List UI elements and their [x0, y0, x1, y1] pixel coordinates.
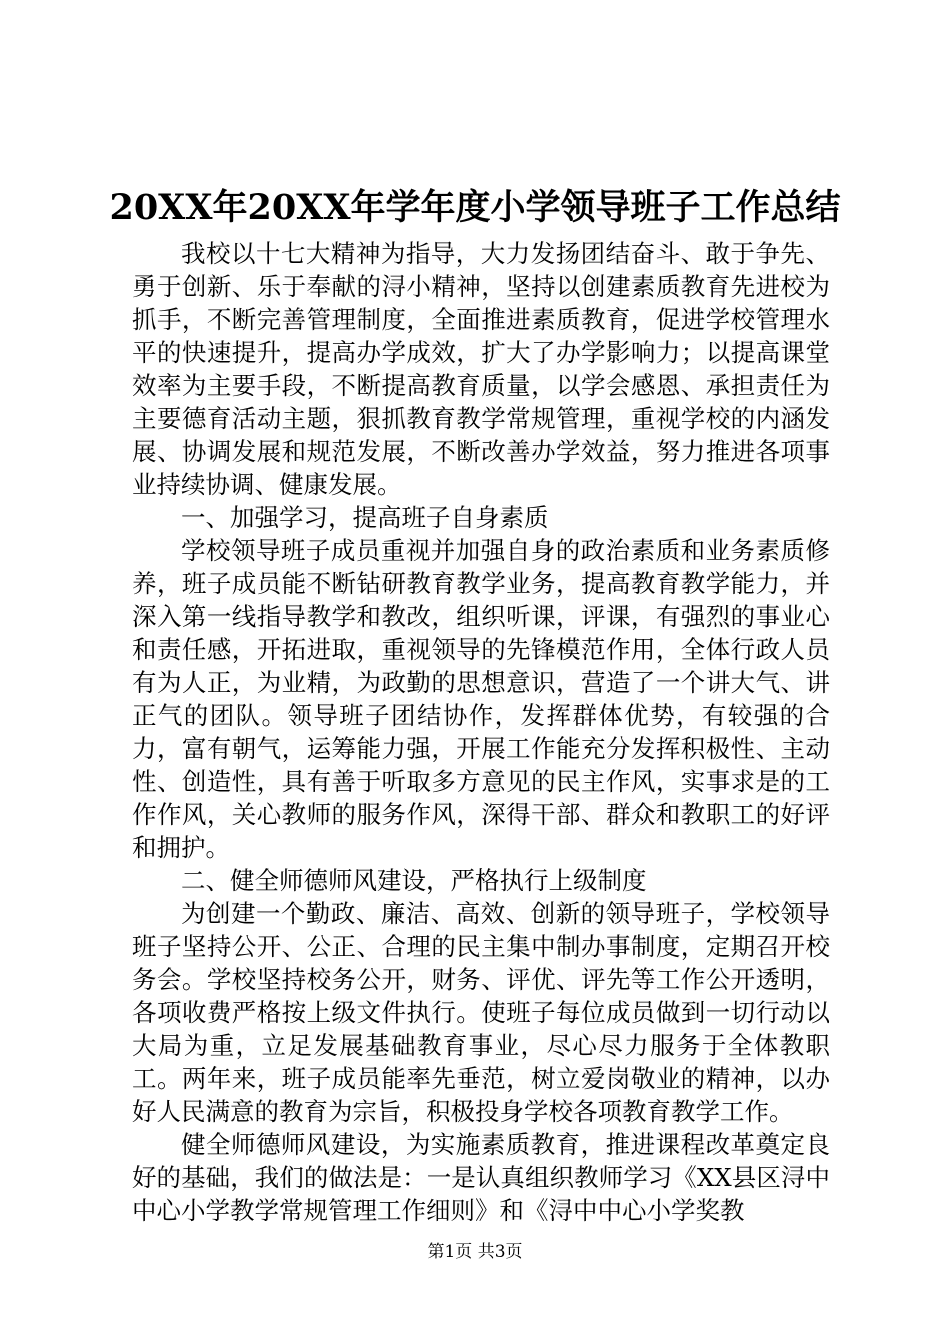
section-2-paragraph-1: 为创建一个勤政、廉洁、高效、创新的领导班子，学校领导班子坚持公开、公正、合理的民主集中制办事制度，定期召开校务会。学校坚持校务公开，财务、评优、评先等工作公开透明，各项收费严格按上级文件执行。使班子每位成员做到一切行动以大局为重，立足发展基础教育事业，尽心尽力服务于全体教职工。两年来，班子成员能率先垂范，树立爱岗敬业的精神，以办好人民满意的教育为宗旨，积极投身学校各项教育教学工作。: [132, 899, 830, 1126]
intro-paragraph: 我校以十七大精神为指导，大力发扬团结奋斗、敢于争先、勇于创新、乐于奉献的浔小精神，坚持以创建素质教育先进校为抓手，不断完善管理制度，全面推进素质教育，促进学校管理水平的快速提升，提高办学成效，扩大了办学影响力；以提高课堂效率为主要手段，不断提高教育质量，以学会感恩、承担责任为主要德育活动主题，狠抓教育教学常规管理，重视学校的内涵发展、协调发展和规范发展，不断改善办学效益，努力推进各项事业持续协调、健康发展。: [132, 239, 830, 499]
section-heading-2: 二、健全师德师风建设，严格执行上级制度: [181, 866, 647, 895]
page-footer: 第1页 共3页: [427, 1242, 523, 1262]
section-heading-1: 一、加强学习，提高班子自身素质: [181, 503, 549, 532]
document-title: 20XX年20XX年学年度小学领导班子工作总结: [109, 187, 841, 228]
section-2-paragraph-2: 健全师德师风建设，为实施素质教育，推进课程改革奠定良好的基础，我们的做法是：一是认真组织教师学习《XX县区浔中中心小学教学常规管理工作细则》和《浔中中心小学奖教: [132, 1130, 830, 1225]
section-1-paragraph: 学校领导班子成员重视并加强自身的政治素质和业务素质修养，班子成员能不断钻研教育教学业务，提高教育教学能力，并深入第一线指导教学和教改，组织听课，评课，有强烈的事业心和责任感，开拓进取，重视领导的先锋模范作用，全体行政人员有为人正，为业精，为政勤的思想意识，营造了一个讲大气、讲正气的团队。领导班子团结协作，发挥群体优势，有较强的合力，富有朝气，运筹能力强，开展工作能充分发挥积极性、主动性、创造性，具有善于听取多方意见的民主作风，实事求是的工作作风，关心教师的服务作风，深得干部、群众和教职工的好评和拥护。: [132, 536, 830, 862]
document-body: [132, 237, 830, 1227]
